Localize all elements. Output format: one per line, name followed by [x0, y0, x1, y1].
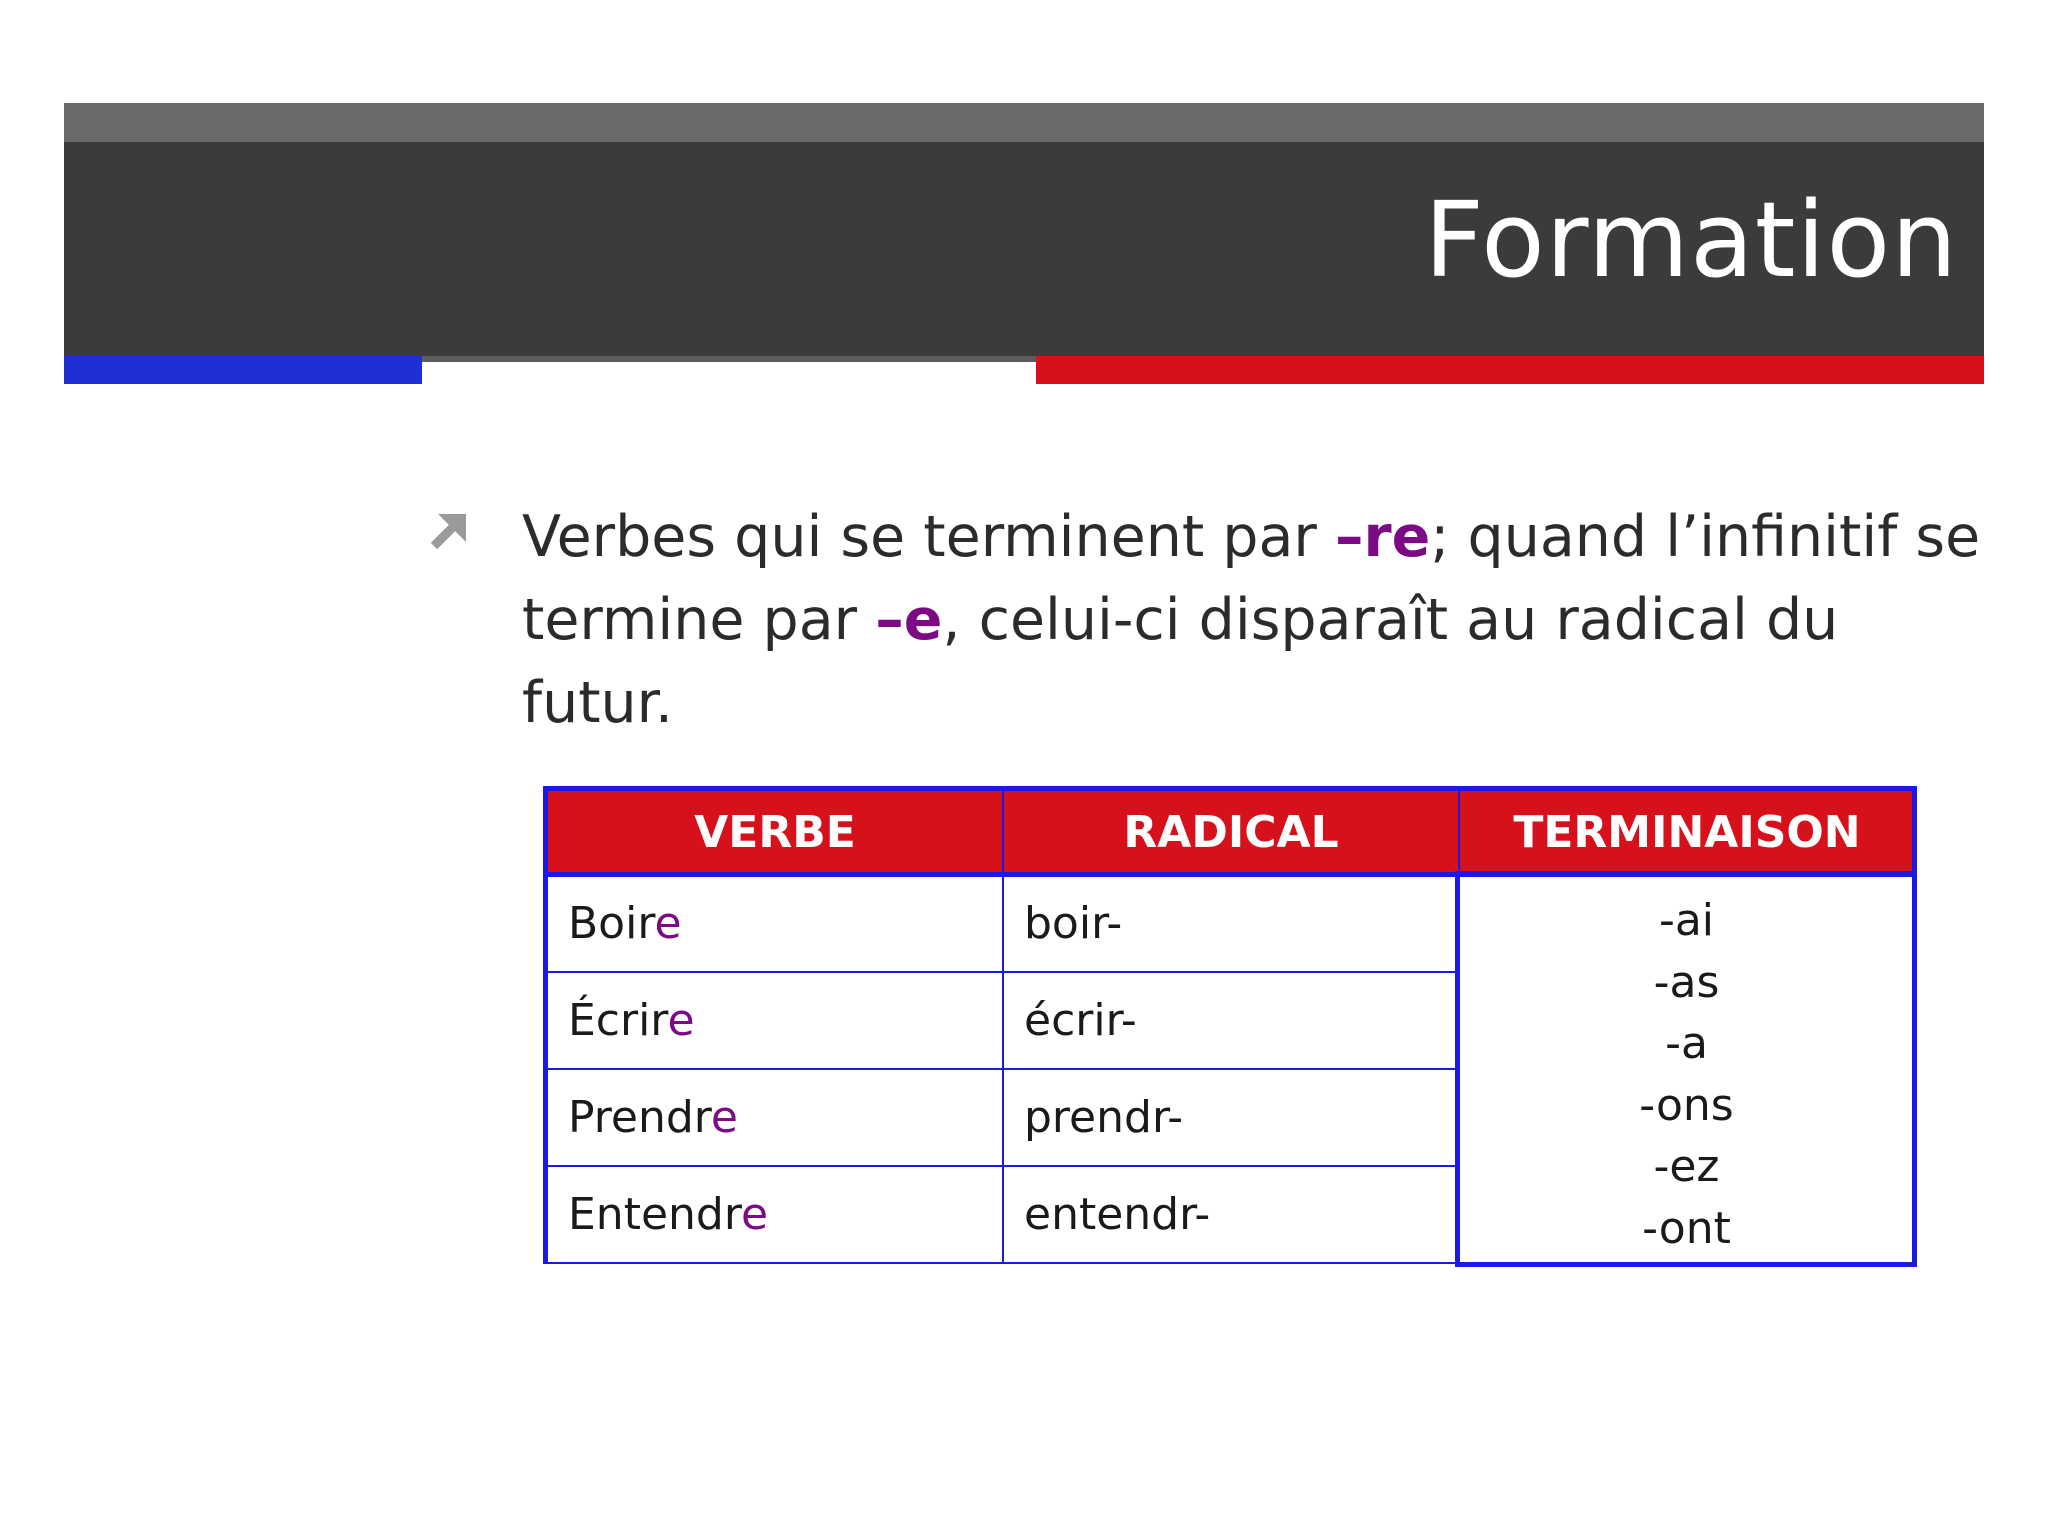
verb-stem: Prendr: [568, 1092, 711, 1143]
verb-cell: [547, 1166, 1003, 1263]
header-radical: RADICAL: [1003, 790, 1459, 875]
radical-cell: écrir-: [1003, 972, 1459, 1069]
table-row: [547, 875, 1915, 972]
ending-item: -ai: [1658, 895, 1715, 946]
flag-stripe-red: [1036, 356, 1984, 384]
verb-cell: [547, 972, 1003, 1069]
verb-final-e: e: [710, 1092, 738, 1143]
conjugation-table: [546, 789, 1916, 1264]
flag-stripe-white: [422, 362, 1036, 384]
bullet-text-part-3: , celui-ci disparaît au radical du futur.: [522, 587, 1839, 736]
ending-item: -a: [1665, 1018, 1708, 1069]
title-banner: [64, 142, 1984, 356]
verb-stem: Écrir: [568, 995, 668, 1046]
slide-title: Formation: [1424, 179, 1958, 301]
bullet-text: [522, 496, 1982, 745]
ending-item: -ez: [1653, 1141, 1720, 1192]
radical-cell: entendr-: [1003, 1166, 1459, 1263]
verb-final-e: e: [654, 898, 682, 949]
ending-re-highlight: –re: [1334, 504, 1431, 570]
ending-item: -ont: [1642, 1202, 1731, 1254]
table-header-row: [547, 790, 1915, 875]
verb-cell: [547, 875, 1003, 972]
header-verbe: VERBE: [547, 790, 1003, 875]
verb-stem: Entendr: [568, 1189, 741, 1240]
title-banner-top: [64, 103, 1984, 142]
bullet-text-part-2: ; quand l’infinitif se termine par: [522, 504, 1981, 653]
verb-cell: [547, 1069, 1003, 1166]
flag-stripe-blue: [64, 356, 422, 384]
endings-cell: [1459, 875, 1915, 1263]
verb-final-e: e: [667, 995, 695, 1046]
ending-item: -ons: [1639, 1079, 1734, 1131]
conjugation-table-container: [546, 789, 1914, 1264]
radical-cell: prendr-: [1003, 1069, 1459, 1166]
bullet-text-part-1: Verbes qui se terminent par: [522, 504, 1335, 570]
verb-final-e: e: [740, 1189, 769, 1240]
arrow-up-right-icon: [424, 506, 472, 554]
header-terminaison: TERMINAISON: [1459, 790, 1915, 875]
radical-cell: boir-: [1003, 875, 1459, 972]
ending-e-highlight: –e: [875, 587, 943, 653]
ending-item: -as: [1653, 956, 1720, 1008]
verb-stem: Boir: [568, 898, 655, 949]
